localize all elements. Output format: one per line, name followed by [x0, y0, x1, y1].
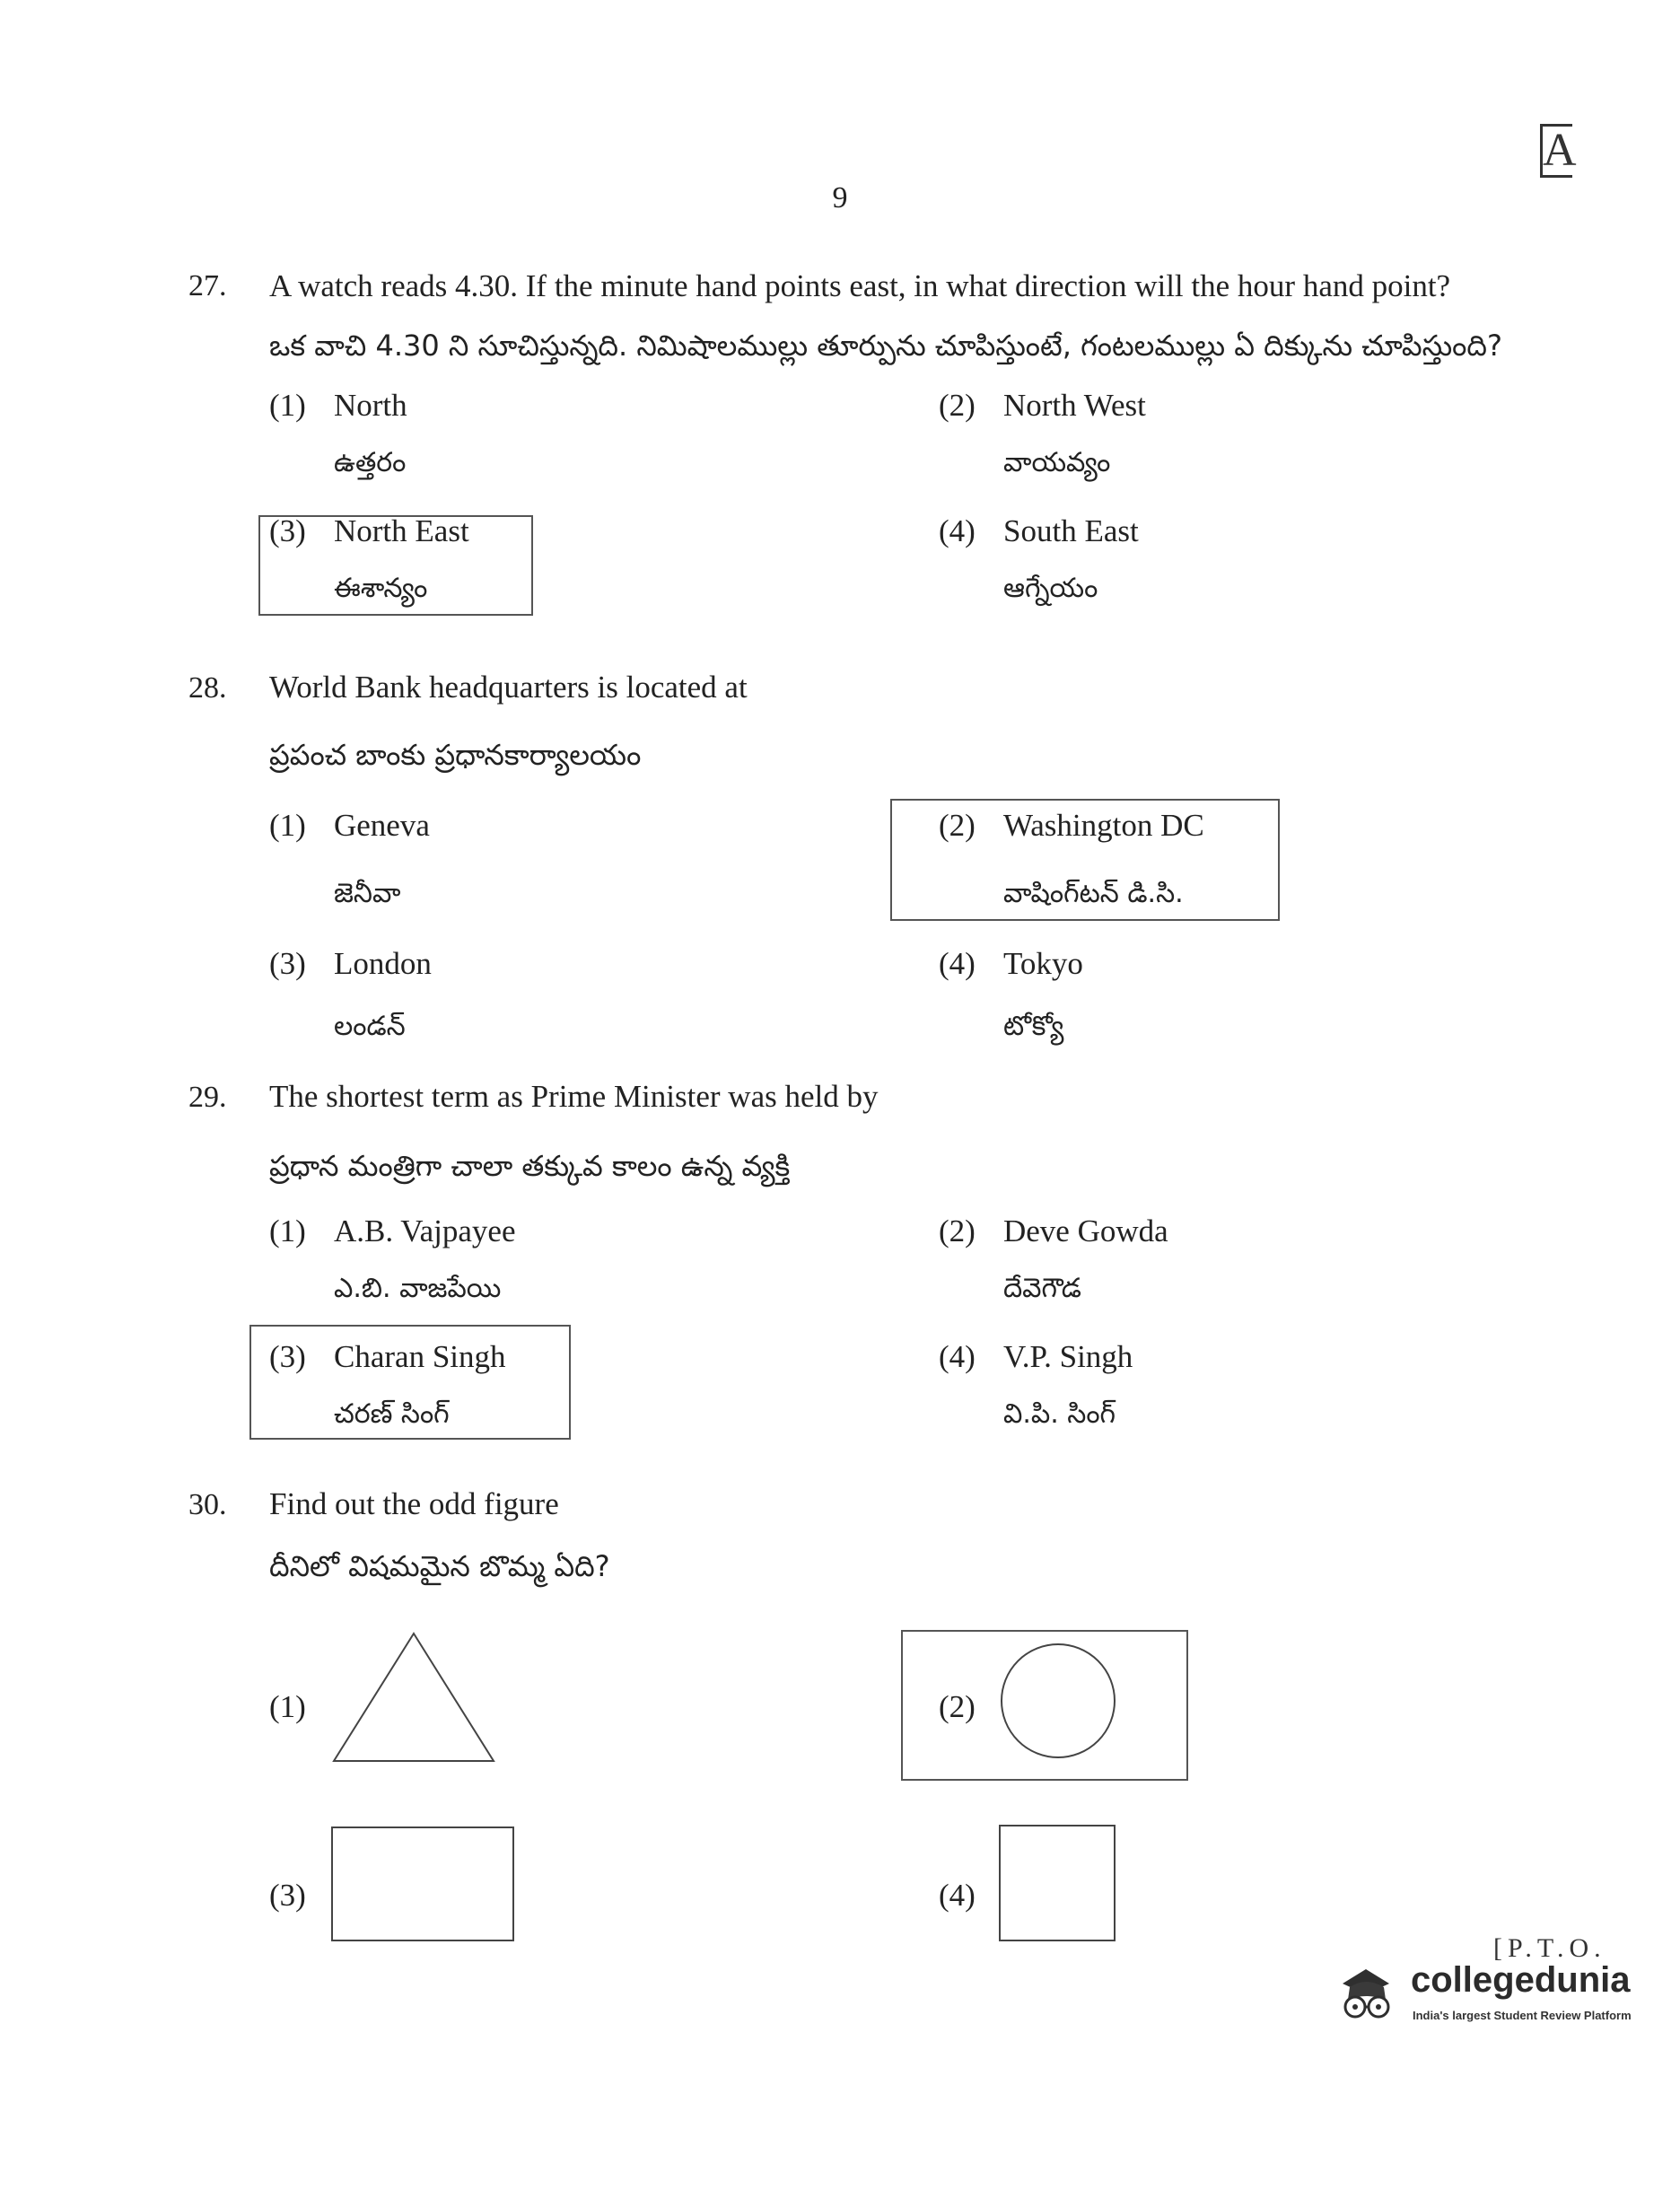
option-text: Geneva	[334, 808, 430, 843]
option-1	[269, 808, 430, 844]
question-text-telugu: ప్రపంచ బాంకు ప్రధానకార్యాలయం	[269, 738, 642, 772]
option-number: (2)	[939, 1213, 976, 1248]
option-1-telugu: జెనీవా	[334, 878, 401, 909]
option-text: North West	[1003, 388, 1146, 423]
option-text: Charan Singh	[334, 1339, 506, 1374]
option-2-telugu: వాషింగ్‌టన్ డి.సి.	[1003, 878, 1184, 909]
option-text: North East	[334, 513, 469, 548]
option-1-telugu: ఉత్తరం	[334, 447, 407, 478]
option-2-telugu: వాయవ్యం	[1003, 447, 1111, 478]
option-number: (3)	[269, 946, 306, 981]
option-number: (3)	[269, 1339, 306, 1374]
option-3-telugu: ఈశాన్యం	[334, 573, 428, 604]
option-2	[939, 808, 1204, 844]
booklet-series-letter: A	[1543, 125, 1577, 176]
option-4-telugu: టోక్యో	[1003, 1011, 1064, 1042]
question-text: Find out the odd figure	[269, 1486, 559, 1521]
option-4-telugu: వి.పి. సింగ్	[1003, 1398, 1116, 1430]
option-text: A.B. Vajpayee	[334, 1213, 516, 1248]
option-4	[939, 513, 1139, 549]
figure-2-label: (2)	[939, 1689, 976, 1724]
option-number: (4)	[939, 1339, 976, 1374]
booklet-series-box	[1540, 124, 1577, 178]
page-number: 9	[832, 181, 848, 215]
figure-3-label: (3)	[269, 1878, 306, 1913]
option-text: Washington DC	[1003, 808, 1204, 843]
option-number: (1)	[269, 388, 306, 423]
option-text: V.P. Singh	[1003, 1339, 1133, 1374]
option-4-telugu: ఆగ్నేయం	[1003, 573, 1098, 604]
option-number: (1)	[269, 808, 306, 843]
option-2	[939, 1213, 1168, 1249]
question-text-telugu: ఒక వాచి 4.30 ని సూచిస్తున్నది. నిమిషాలముల్లు తూర్పును చూపిస్తుంటే, గంటలముల్లు ఏ దిక్కును చూపిస్తుంది?	[269, 328, 1502, 363]
option-4	[939, 1339, 1133, 1375]
option-number: (2)	[939, 808, 976, 843]
question-number: 27.	[188, 269, 227, 302]
option-number: (1)	[269, 1213, 306, 1248]
option-3	[269, 513, 469, 549]
question-text-telugu: దీనిలో విషమమైన బొమ్మ ఏది?	[269, 1549, 610, 1583]
triangle-icon	[328, 1630, 499, 1766]
page-trailer: [P.T.O.	[1493, 1933, 1606, 1963]
option-3-telugu: చరణ్ సింగ్	[334, 1398, 450, 1430]
figure-4-label: (4)	[939, 1878, 976, 1913]
rectangle-icon	[328, 1824, 517, 1944]
option-text: London	[334, 946, 432, 981]
question-text-telugu: ప్రధాన మంత్రిగా చాలా తక్కువ కాలం ఉన్న వ్యక్తి	[269, 1149, 791, 1183]
question-text: World Bank headquarters is located at	[269, 670, 748, 705]
collegedunia-logo[interactable]	[1330, 1953, 1632, 2043]
question-number: 29.	[188, 1081, 227, 1114]
option-3	[269, 1339, 506, 1375]
option-text: South East	[1003, 513, 1139, 548]
option-1	[269, 1213, 516, 1249]
option-1-telugu: ఎ.బి. వాజపేయి	[334, 1273, 502, 1304]
option-number: (2)	[939, 388, 976, 423]
question-number: 30.	[188, 1488, 227, 1521]
question-number: 28.	[188, 671, 227, 705]
option-2	[939, 388, 1146, 424]
option-2-telugu: దేవెగౌడ	[1003, 1273, 1081, 1304]
option-number: (3)	[269, 513, 306, 548]
logo-tagline: India's largest Student Review Platform	[1413, 2009, 1632, 2022]
option-3	[269, 946, 432, 982]
question-text: A watch reads 4.30. If the minute hand points east, in what direction will the hour hand point?	[269, 268, 1451, 303]
option-1	[269, 388, 407, 424]
circle-icon	[996, 1639, 1120, 1763]
option-text: Tokyo	[1003, 946, 1083, 981]
option-text: North	[334, 388, 407, 423]
option-4	[939, 946, 1083, 982]
option-3-telugu: లండన్	[334, 1011, 406, 1042]
student-mascot-icon	[1330, 1957, 1407, 2034]
logo-wordmark: collegedunia	[1411, 1960, 1631, 2000]
option-number: (4)	[939, 513, 976, 548]
square-icon	[996, 1822, 1118, 1944]
option-number: (4)	[939, 946, 976, 981]
question-text: The shortest term as Prime Minister was held by	[269, 1079, 879, 1114]
figure-1-label: (1)	[269, 1689, 306, 1724]
option-text: Deve Gowda	[1003, 1213, 1168, 1248]
